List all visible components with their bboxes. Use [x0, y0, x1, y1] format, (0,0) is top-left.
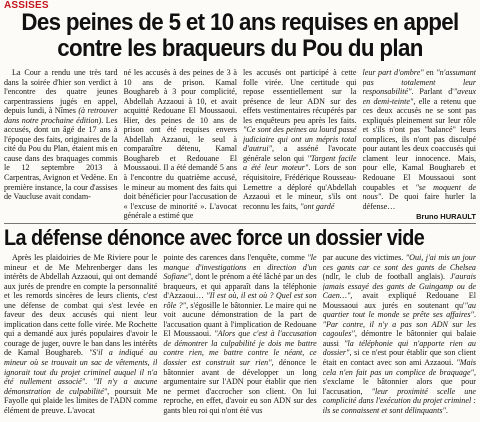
top-col2-text: né les accusés à des peines de 3 à 10 ans de prison. Kamal Boughareb à 3 pour complicité, Abdellah Azzaoui à 10, et avait acquitté Redouane El Moussaoui. Hier, des peines de 10 ans de prison ont été requises envers Abdellah Azzaoui, le seul à comparaître détenu, Kamal Boughareb et Redouane El Moussaoui. Il a été demandé 5 ans à l'encontre du quatrième accusé, le mineur au moment des faits qui doit bénéficier pour l'accusation de « l'excuse de minorité ». L'avocat générale a estimé que [123, 68, 237, 221]
top-col3-quote-2: "Targent facile a été leur moteur" [243, 153, 357, 173]
bottom-col1-text: Après les plaidoiries de Me Riviere pour le mineur et de Me Mehrenberger dans les intérêts de Abdellah Azzaoui, qui ont demandé aux jurés de prendre en compte la personnalité et les remords sincères de leurs clients, c'est une défense de combat qui s'est levée en faveur des deux accusés qui nient leur implication dans cette folle virée. Me Rochette qui a demandé aux jurés populaires d'avoir le courage de juger, ouvre le ban dans les intérêts de Kamal Boughareb. [4, 253, 158, 358]
section-kicker: ASSISES [4, 0, 49, 11]
bottom-col3-text-mid-4: , démontre le bâtonnier qui balaie aussi [322, 329, 476, 348]
bottom-col2-quote-2: "Il est où, il est où ? Quel est son rôle ?" [163, 291, 317, 310]
bottom-col2-text-mid: , dont le prénom a été lâché par un des braqueurs, et qui apparaît dans la téléphonie d'Azzaoui… [163, 272, 317, 301]
top-article-column-2 [124, 68, 238, 221]
bottom-col1-text-end: , poursuit Me Fayolle qui plaide les limites de l'ADN comme élément de preuve. L'avocat [4, 386, 158, 415]
bottom-col2-quote-3: "Alors que c'est à l'accusation de démontrer la culpabilité je dois me battre contre rien, me battre contre le néant, ce dossier est construit sur rien" [163, 329, 317, 368]
top-col3-quote-1: "Ce sont des peines au lourd passé judiciaire qui ont un mépris total d'autrui" [243, 125, 357, 154]
bottom-col3-text-mid-2: , avait expliqué Redouane El Moussaoui aux jurés en soutenant qu' [322, 291, 476, 310]
top-col3-text-end: . Lors de son réquisitoire, Frédérique Rousseau-Lemettre a déploré qu'Abdellah Azzaoui et le mineur, s'ils ont reconnu les faits, [243, 163, 357, 211]
top-col4-quote-2: "n'assumant pas totalement leur responsabilité" [362, 68, 476, 97]
bottom-article [4, 253, 476, 418]
bottom-col3-quote-2: J'aurais jamais essayé des gants de Guingamp ou de Caen…" [322, 272, 476, 301]
bottom-article-column-3 [323, 253, 476, 418]
bottom-col3-quote-3: "au quartier tout le monde se prête ses affaires" [322, 300, 476, 320]
top-col4-text-end-2: . De quoi faire hurler la défense… [362, 192, 476, 211]
headline [17, 10, 463, 62]
bottom-col1-text-mid: . [85, 377, 94, 387]
bottom-article-column-1 [4, 253, 157, 418]
bottom-col2-quote-1: "le manque d'investigations en direction d'un Sofiane" [163, 253, 317, 282]
top-col3-quote-3: "ont gardé [300, 201, 335, 211]
top-article-column-4 [363, 68, 477, 221]
bottom-col2-text: pointe des carences dans l'enquête, comme [163, 253, 308, 262]
top-col4-text-mid: . Parlant d' [411, 87, 454, 97]
bottom-col3-quote-1: "Oui, j'ai mis un jour ces gants car ce sont des gants de Chelsea [322, 253, 476, 272]
bottom-col3-text: par aucune des victimes. [322, 253, 406, 262]
bottom-col3-text-end: . [445, 405, 448, 415]
bottom-col3-text-mid-6: , s'exclame le bâtonnier alors que pour l'accusation, [322, 367, 476, 396]
top-col1-text: La Cour a rendu une très tard dans la soirée d'hier son verdict à l'encontre des quatre jeunes carpentrassiens jugés en appel, depuis lundi, à Nîmes [4, 68, 118, 116]
bottom-col3-quote-5: "la téléphonie qui n'apporte rien au dossier" [322, 338, 476, 358]
bottom-col3-quote-4: "Par contre, il n'y a pas son ADN sur les cagoules" [322, 319, 476, 339]
top-col3-text: les accusés ont participé à cette folle virée. Une certitude qui repose essentiellement sur la présence de leur ADN sur des effets vestimentaires récupérés par les enquêteurs peu après les faits. [243, 68, 357, 125]
bottom-col1-quote-2: "Il n'y a aucune démonstration de culpabilité" [4, 377, 158, 396]
sub-headline: La défense dénonce avec force un dossier vide [4, 225, 425, 250]
top-col4-text-end: , elle a retenu que ces deux accusés ne se sont pas expliqués pleinement sur leur rôle et s'ils n'ont pas "balancé" leurs complices, ils n'ont pas disculpé pour autant les deux coaccusés qui clament leur innocence. Mais, pour elle, Kamal Boughareb et Redouane El Moussaoui sont coupables et [362, 96, 476, 192]
author-credit: Bruno HURAULT [416, 212, 476, 221]
bottom-col3-text-mid-3: . [473, 310, 476, 320]
bottom-col2-text-end: , dénonce le bâtonnier avant de développer un long argumentaire sur l'ADN pour établir que rien ne permet d'accrocher son client. On lui reproche, en effet, d'avoir eu son ADN sur des gants bleu roi qui n'ont été vus [163, 358, 317, 415]
top-col4-quote-3: "aveux en demi-teinte" [362, 87, 476, 106]
bottom-col3-text-mid-5: , si ce n'est pour établir que son client était en contact avec son ami Azzaoui. [322, 348, 476, 368]
top-col1-italic: (à retrouver dans notre prochaine édition) [4, 106, 118, 125]
headline-line-1: Des peines de 5 et 10 ans requises en appel [21, 9, 459, 36]
top-col3-text-mid: , a asséné l'avocate générale selon qui [243, 144, 357, 163]
top-col4-quote-1: leur part d'ombre" [362, 68, 424, 77]
bottom-col3-text-mid: (ndlr, le club de football anglais). [322, 272, 450, 282]
top-article-column-1 [4, 68, 118, 221]
top-article [4, 68, 476, 221]
top-col4-quote-4: "se moquent de nous" [362, 182, 476, 202]
top-col4-text: en [423, 68, 437, 77]
top-col1-text-end: . Les accusés, dont un âgé de 17 ans à l'époque des faits, originaires de la cité du Pou du Plan, étaient mis en cause dans des braquages commis le 12 septembre 2013 à Carpentras, Avignon et Vedène. En première instance, la cour d'assises de Vaucluse avait condam- [4, 115, 118, 202]
bottom-col3-quote-6: "Mais cela n'en fait pas un complice de braquage" [322, 358, 476, 377]
bottom-col3-quote-7: "leur proximité scelle une complicité dans l'exécution du projet criminel : ils se connaissent et sont délinquants" [322, 386, 476, 415]
bottom-col2-text-mid-2: , s'égosille le bâtonnier. Le maire qui ne voit aucune démonstration de la part de l'accusation quant à l'implication de Redouane El Moussaoui. [163, 300, 317, 339]
bottom-article-column-2 [163, 253, 316, 418]
headline-line-2: contre les braqueurs du Pou du plan [57, 35, 423, 62]
top-article-column-3 [243, 68, 357, 221]
bottom-col1-quote-1: "S'il a indiqué au mineur où se trouvait un sac de vêtements, il ignorait tout du projet criminel auquel il n'a été nullement associé" [4, 348, 158, 387]
